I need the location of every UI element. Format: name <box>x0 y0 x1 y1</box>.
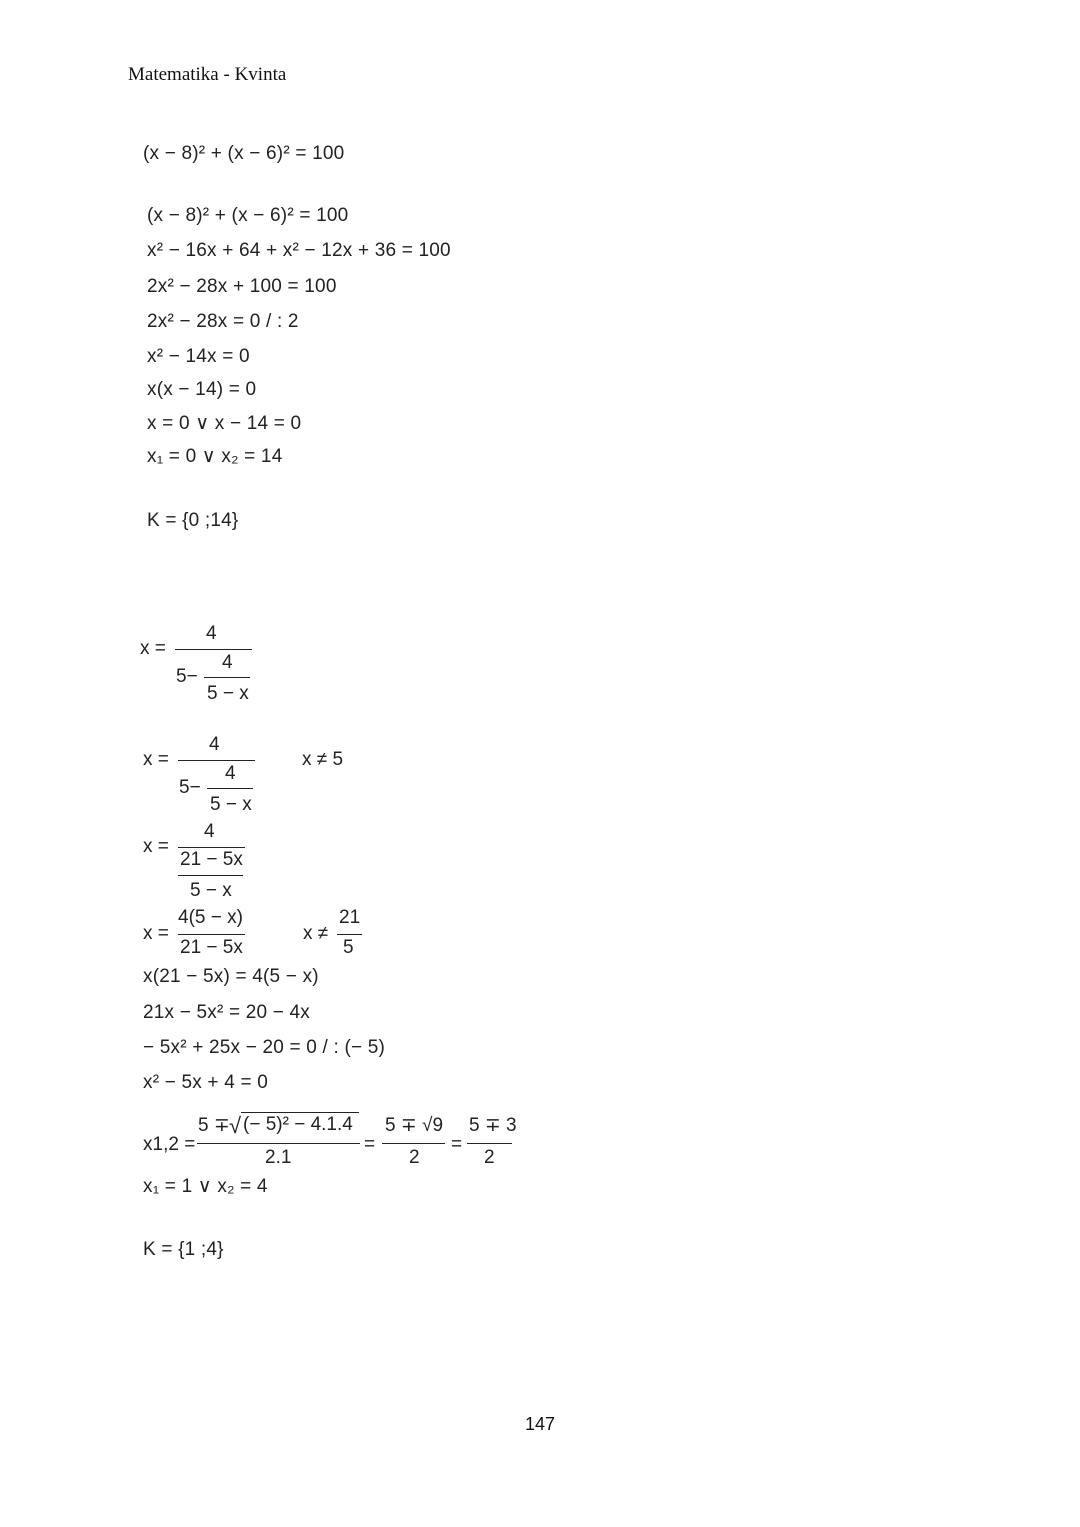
page-number: 147 <box>524 1414 556 1434</box>
step3-fraction-bar <box>178 934 245 935</box>
step1-fraction-bar <box>178 760 255 761</box>
quadratic-frac1-denominator: 2.1 <box>265 1147 292 1168</box>
step3-condition-prefix: x ≠ <box>303 923 329 944</box>
quadratic-frac2-bar <box>382 1143 445 1144</box>
problem1-step-4: 2x² − 28x = 0 / : 2 <box>147 311 299 332</box>
step3-condition-denominator: 5 <box>343 937 354 958</box>
problem1-statement: (x − 8)² + (x − 6)² = 100 <box>143 143 345 164</box>
problem1-step-3: 2x² − 28x + 100 = 100 <box>147 276 337 297</box>
equals-sign-2: = <box>451 1134 463 1155</box>
quadratic-frac1-bar <box>197 1143 360 1144</box>
quadratic-frac3-denominator: 2 <box>484 1147 495 1168</box>
step2-inner-numerator: 21 − 5x <box>180 849 243 870</box>
step2-inner-denominator: 5 − x <box>190 880 232 901</box>
step1-inner-denominator: 5 − x <box>210 794 252 815</box>
problem2-line-1: x(21 − 5x) = 4(5 − x) <box>143 966 319 987</box>
step3-condition-bar <box>337 934 362 935</box>
problem2-roots: x₁ = 1 ∨ x₂ = 4 <box>143 1176 268 1197</box>
statement-lhs: x = <box>140 638 166 659</box>
statement-inner-denominator: 5 − x <box>207 683 249 704</box>
step2-numerator: 4 <box>204 821 215 842</box>
step3-lhs: x = <box>143 923 169 944</box>
step1-lhs: x = <box>143 749 169 770</box>
problem1-step-5: x² − 14x = 0 <box>147 346 250 367</box>
problem2-line-3: − 5x² + 25x − 20 = 0 / : (− 5) <box>143 1037 386 1058</box>
step2-lhs: x = <box>143 836 169 857</box>
step1-condition: x ≠ 5 <box>302 749 344 770</box>
problem1-step-2: x² − 16x + 64 + x² − 12x + 36 = 100 <box>147 240 451 261</box>
statement-inner-bar <box>204 677 250 678</box>
step3-numerator: 4(5 − x) <box>178 907 243 928</box>
problem1-step-7: x = 0 ∨ x − 14 = 0 <box>147 413 302 434</box>
statement-fraction-bar <box>175 649 252 650</box>
quadratic-frac1-radicand: (− 5)² − 4.1.4 <box>243 1114 353 1135</box>
problem1-step-6: x(x − 14) = 0 <box>147 379 257 400</box>
step1-denom-prefix: 5− <box>179 777 201 798</box>
step3-denominator: 21 − 5x <box>180 937 243 958</box>
statement-denom-prefix: 5− <box>176 666 198 687</box>
problem1-step-8: x₁ = 0 ∨ x₂ = 14 <box>147 446 283 467</box>
problem1-solution: K = {0 ;14} <box>147 510 239 531</box>
step1-inner-numerator: 4 <box>225 763 236 784</box>
page-header: Matematika - Kvinta <box>128 64 287 85</box>
quadratic-frac3-bar <box>467 1143 512 1144</box>
sqrt-icon: √ <box>229 1113 242 1138</box>
step1-inner-bar <box>207 788 253 789</box>
step1-numerator: 4 <box>209 734 220 755</box>
quadratic-lhs: x1,2 = <box>143 1134 196 1155</box>
quadratic-frac2-numerator: 5 ∓ √9 <box>385 1115 444 1136</box>
step3-condition-numerator: 21 <box>339 907 361 928</box>
equals-sign-1: = <box>364 1134 376 1155</box>
problem2-line-2: 21x − 5x² = 20 − 4x <box>143 1002 310 1023</box>
problem1-step-1: (x − 8)² + (x − 6)² = 100 <box>147 205 349 226</box>
step2-inner-bar <box>178 875 243 876</box>
statement-inner-numerator: 4 <box>222 652 233 673</box>
statement-numerator: 4 <box>206 623 217 644</box>
problem2-line-4: x² − 5x + 4 = 0 <box>143 1072 268 1093</box>
quadratic-frac2-denominator: 2 <box>409 1147 420 1168</box>
quadratic-frac1-prefix: 5 ∓ <box>198 1115 230 1136</box>
problem2-solution: K = {1 ;4} <box>143 1239 224 1260</box>
quadratic-frac3-numerator: 5 ∓ 3 <box>469 1115 517 1136</box>
